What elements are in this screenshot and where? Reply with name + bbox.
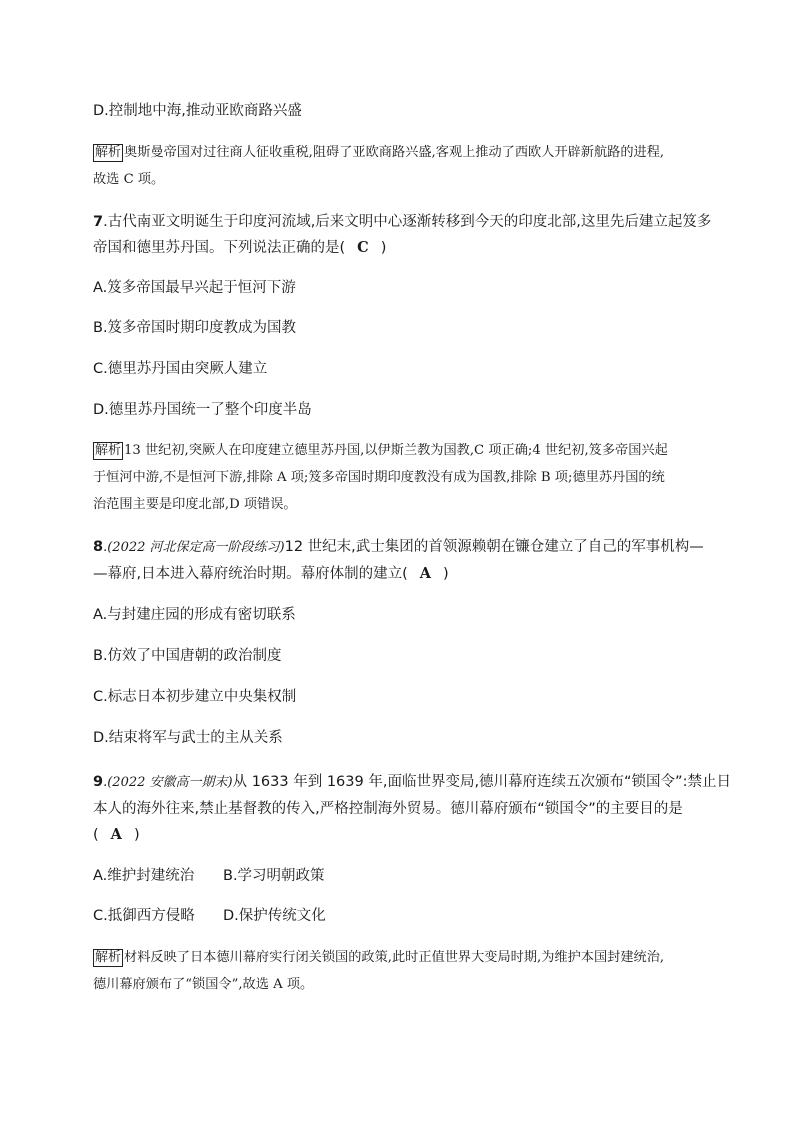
q9-options-row-1 xyxy=(93,866,325,886)
q8-option-b: B.仿效了中国唐朝的政治制度 xyxy=(93,648,282,664)
q9-number: 9 xyxy=(93,774,104,790)
q8-stem-line-1 xyxy=(93,537,704,558)
q9-source: .(2022 安徽高一期末) xyxy=(103,775,233,790)
q9-option-c: C.抵御西方侵略 xyxy=(93,908,195,924)
q9-explanation-text-1: 材料反映了日本德川幕府实行闭关锁国的政策,此时正值世界大变局时期,为维护本国封建统治, xyxy=(124,950,665,965)
q9-option-a: A.维护封建统治 xyxy=(93,868,195,884)
q7-option-a: A.笈多帝国最早兴起于恒河下游 xyxy=(93,280,296,296)
q6-explanation-text-1: 奥斯曼帝国对过往商人征收重税,阻碍了亚欧商路兴盛,客观上推动了西欧人开辟新航路的进程, xyxy=(124,145,665,160)
q6-explanation-line-2: 故选 C 项。 xyxy=(93,172,165,187)
q8-option-a: A.与封建庄园的形成有密切联系 xyxy=(93,607,296,623)
q9-option-b: B.学习明朝政策 xyxy=(223,868,325,884)
q9-explanation-line-2: 德川幕府颁布了“锁国令”,故选 A 项。 xyxy=(93,977,314,992)
q9-stem-text-1: 从 1633 年到 1639 年,面临世界变局,德川幕府连续五次颁布“锁国令”:禁止日 xyxy=(232,774,731,790)
q7-stem-text-2: 帝国和德里苏丹国。下列说法正确的是( xyxy=(93,240,346,256)
q9-options-row-2 xyxy=(93,906,326,926)
q8-stem-text-1: 12 世纪末,武士集团的首领源赖朝在镰仓建立了自己的军事机构— xyxy=(284,539,704,555)
explanation-tag: 解析 xyxy=(95,145,122,160)
q6-option-d: D.控制地中海,推动亚欧商路兴盛 xyxy=(93,103,302,119)
q7-explanation-line-3: 治范围主要是印度北部,D 项错误。 xyxy=(93,497,297,512)
q8-number: 8 xyxy=(93,539,104,555)
q7-number: 7 xyxy=(93,214,104,230)
explanation-tag: 解析 xyxy=(95,443,122,458)
q6-explanation-line-1 xyxy=(93,143,664,163)
explanation-tag: 解析 xyxy=(95,950,122,965)
q7-option-d: D.德里苏丹国统一了整个印度半岛 xyxy=(93,402,312,418)
q7-option-b: B.笈多帝国时期印度教成为国教 xyxy=(93,320,297,336)
q9-stem-close: ) xyxy=(133,827,140,843)
q9-option-d: D.保护传统文化 xyxy=(223,908,326,924)
q8-option-c: C.标志日本初步建立中央集权制 xyxy=(93,689,297,705)
q7-stem-line-2 xyxy=(93,238,386,258)
q8-stem-line-2 xyxy=(93,564,449,584)
q9-stem-line-3 xyxy=(93,825,140,845)
q9-explanation-line-1 xyxy=(93,948,664,968)
q9-answer: A xyxy=(110,826,122,843)
q7-explanation-line-2: 于恒河中游,不是恒河下游,排除 A 项;笈多帝国时期印度教没有成为国教,排除 B 项;德里苏丹国的统 xyxy=(93,470,665,485)
q8-stem-text-2: —幕府,日本进入幕府统治时期。幕府体制的建立( xyxy=(93,566,408,582)
q7-explanation-text-1: 13 世纪初,突厥人在印度建立德里苏丹国,以伊斯兰教为国教,C 项正确;4 世纪初,笈多帝国兴起 xyxy=(124,443,668,458)
q9-stem-open: ( xyxy=(93,827,99,843)
q7-stem-close: ) xyxy=(380,240,387,256)
q8-stem-close: ) xyxy=(443,566,449,582)
q7-explanation-line-1 xyxy=(93,441,668,461)
q8-answer: A xyxy=(419,565,432,582)
q7-stem-text-1: .古代南亚文明诞生于印度河流域,后来文明中心逐渐转移到今天的印度北部,这里先后建立起笈多 xyxy=(103,214,712,230)
q7-answer: C xyxy=(357,239,369,256)
q7-stem-line-1 xyxy=(93,212,711,232)
q8-source: .(2022 河北保定高一阶段练习) xyxy=(103,540,285,555)
q9-stem-line-1 xyxy=(93,772,731,793)
q8-option-d: D.结束将军与武士的主从关系 xyxy=(93,730,283,746)
q9-stem-line-2: 本人的海外往来,禁止基督教的传入,严格控制海外贸易。德川幕府颁布“锁国令”的主要目的是 xyxy=(93,801,683,817)
q7-option-c: C.德里苏丹国由突厥人建立 xyxy=(93,361,268,377)
